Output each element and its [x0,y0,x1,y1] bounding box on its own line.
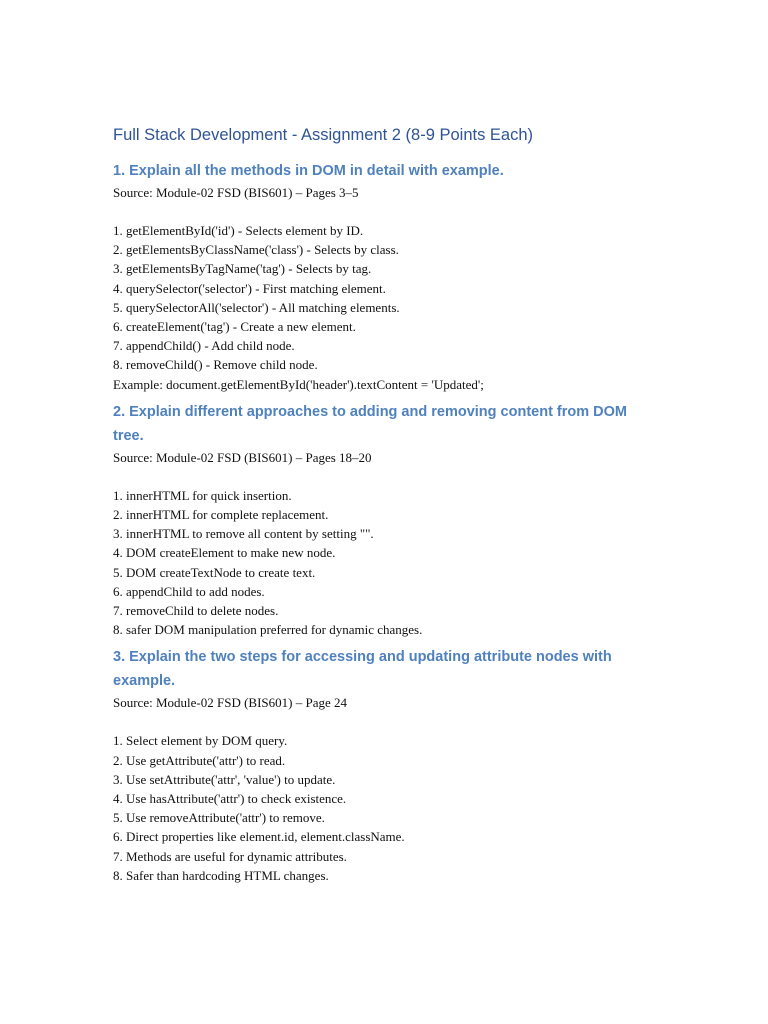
source-reference: Source: Module-02 FSD (BIS601) – Page 24 [113,695,347,711]
document-page [113,124,653,891]
list-item: 3. innerHTML to remove all content by setting "". [113,526,374,542]
question-section-3 [113,645,653,885]
answer-list [113,221,653,375]
list-item: 2. getElementsByClassName('class') - Selects by class. [113,242,399,258]
list-item: 6. Direct properties like element.id, element.className. [113,829,405,845]
list-item: 8. Safer than hardcoding HTML changes. [113,867,329,883]
list-item: 2. Use getAttribute('attr') to read. [113,752,286,768]
list-item: 2. innerHTML for complete replacement. [113,507,329,523]
question-section-1 [113,159,653,394]
question-heading [113,645,653,693]
list-item: 4. DOM createElement to make new node. [113,545,336,561]
list-item: 7. removeChild to delete nodes. [113,603,279,619]
list-item: 8. removeChild() - Remove child node. [113,357,318,373]
list-item: 6. createElement('tag') - Create a new element. [113,319,356,335]
source-reference: Source: Module-02 FSD (BIS601) – Pages 3–5 [113,185,359,200]
answer-list [113,731,653,885]
list-item: 7. Methods are useful for dynamic attributes. [113,848,347,864]
answer-list [113,486,653,640]
list-item: 3. getElementsByTagName('tag') - Selects by tag. [113,261,372,277]
list-item: 4. Use hasAttribute('attr') to check existence. [113,791,347,807]
list-item: 1. Select element by DOM query. [113,733,288,749]
question-heading-line: tree. [113,427,144,444]
list-item: 7. appendChild() - Add child node. [113,338,295,354]
question-heading-line: 3. Explain the two steps for accessing and updating attribute nodes with [113,649,612,666]
question-heading-line: example. [113,673,176,690]
list-item: 3. Use setAttribute('attr', 'value') to update. [113,771,336,787]
list-item: 5. DOM createTextNode to create text. [113,564,316,580]
question-heading [113,400,653,448]
question-heading-line: 2. Explain different approaches to adding and removing content from DOM [113,403,627,420]
list-item: 1. getElementById('id') - Selects element by ID. [113,223,364,238]
list-item: 4. querySelector('selector') - First matching element. [113,280,386,296]
list-item: 6. appendChild to add nodes. [113,583,265,599]
question-heading: 1. Explain all the methods in DOM in detail with example. [113,163,504,179]
document-title: Full Stack Development - Assignment 2 (8-9 Points Each) [113,126,534,144]
list-item: 5. Use removeAttribute('attr') to remove. [113,810,325,826]
list-item: 1. innerHTML for quick insertion. [113,487,292,503]
source-reference: Source: Module-02 FSD (BIS601) – Pages 18–20 [113,449,372,465]
list-item: 8. safer DOM manipulation preferred for dynamic changes. [113,622,423,638]
question-section-2 [113,400,653,640]
list-item: 5. querySelectorAll('selector') - All matching elements. [113,299,400,315]
example-line: Example: document.getElementById('header').textContent = 'Updated'; [113,376,484,392]
